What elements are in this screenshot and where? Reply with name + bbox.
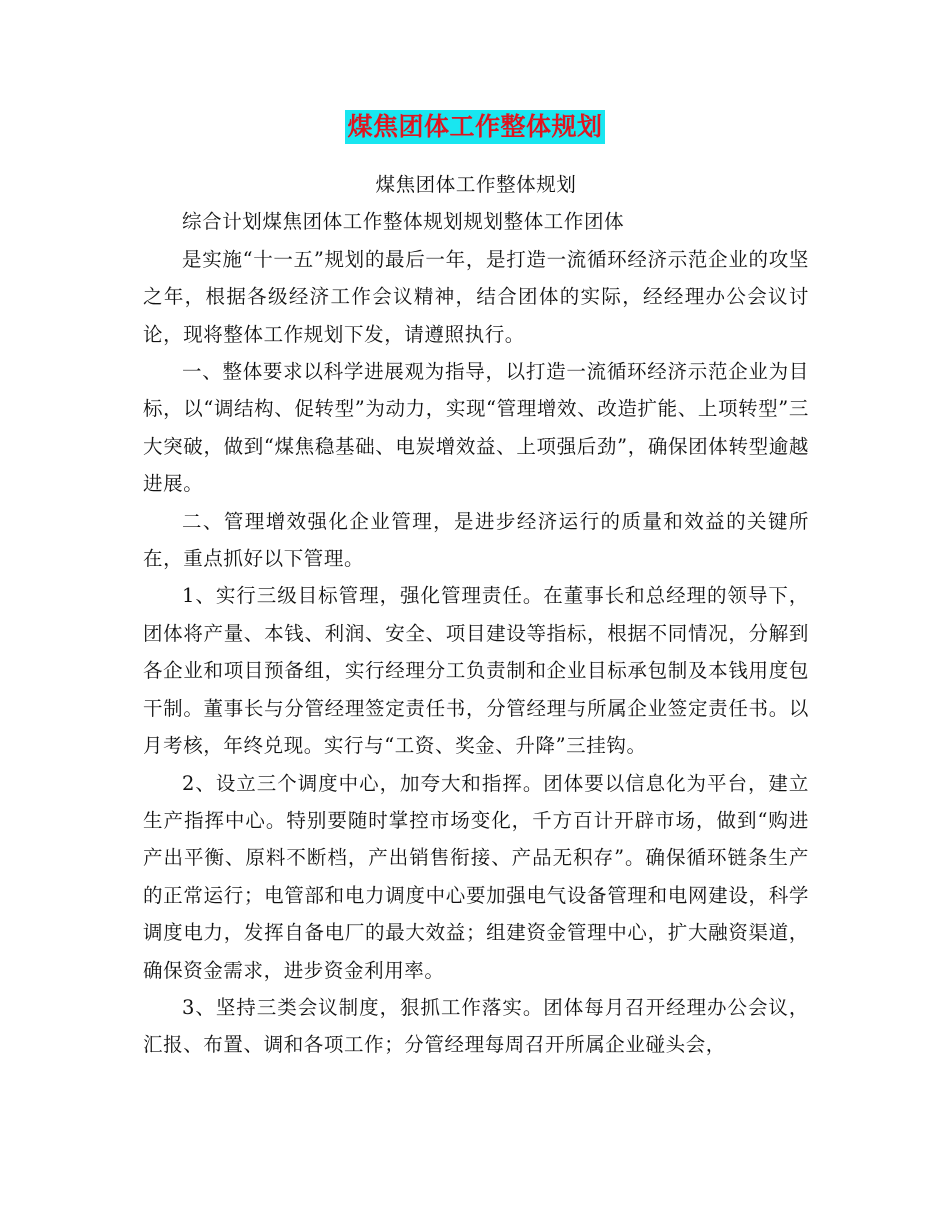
document-subtitle: 煤焦团体工作整体规划: [375, 173, 577, 196]
document-title: 煤焦团体工作整体规划: [345, 110, 604, 144]
paragraph-intro: 是实施“十一五”规划的最后一年，是打造一流循环经济示范企业的攻坚之年，根据各级经济工作会议精神，结合团体的实际，经经理办公会议讨论，现将整体工作规划下发，请遵照执行。: [143, 247, 809, 346]
paragraph-section-2: 二、管理增效强化企业管理，是进步经济运行的质量和效益的关键所在，重点抓好以下管理。: [143, 509, 809, 571]
title-container: [0, 110, 950, 144]
paragraph-section-1: 一、整体要求以科学进展观为指导，以打造一流循环经济示范企业为目标，以“调结构、促转型”为动力，实现“管理增效、改造扩能、上项转型”三大突破，做到“煤焦稳基础、电炭增效益、上项强后劲”，确保团体转型逾越进展。: [143, 360, 809, 496]
paragraph-item-3: 3、坚持三类会议制度，狠抓工作落实。团体每月召开经理办公会议，汇报、布置、调和各项工作；分管经理每周召开所属企业碰头会，: [143, 995, 809, 1057]
paragraph-item-2: 2、设立三个调度中心，加夸大和指挥。团体要以信息化为平台，建立生产指挥中心。特别要随时掌控市场变化，千方百计开辟市场，做到“购进产出平衡、原料不断档，产出销售衔接、产品无积存”。确保循环链条生产的正常运行；电管部和电力调度中心要加强电气设备管理和电网建设，科学调度电力，发挥自备电厂的最大效益；组建资金管理中心，扩大融资渠道，确保资金需求，进步资金利用率。: [143, 771, 809, 982]
paragraph-item-1: 1、实行三级目标管理，强化管理责任。在董事长和总经理的领导下，团体将产量、本钱、利润、安全、项目建设等指标，根据不同情况，分解到各企业和项目预备组，实行经理分工负责制和企业目标承包制及本钱用度包干制。董事长与分管经理签定责任书，分管经理与所属企业签定责任书。以月考核，年终兑现。实行与“工资、奖金、升降”三挂钩。: [143, 584, 809, 758]
paragraph-heading-line: 综合计划煤焦团体工作整体规划规划整体工作团体: [182, 210, 625, 234]
document-body: [143, 166, 809, 1064]
